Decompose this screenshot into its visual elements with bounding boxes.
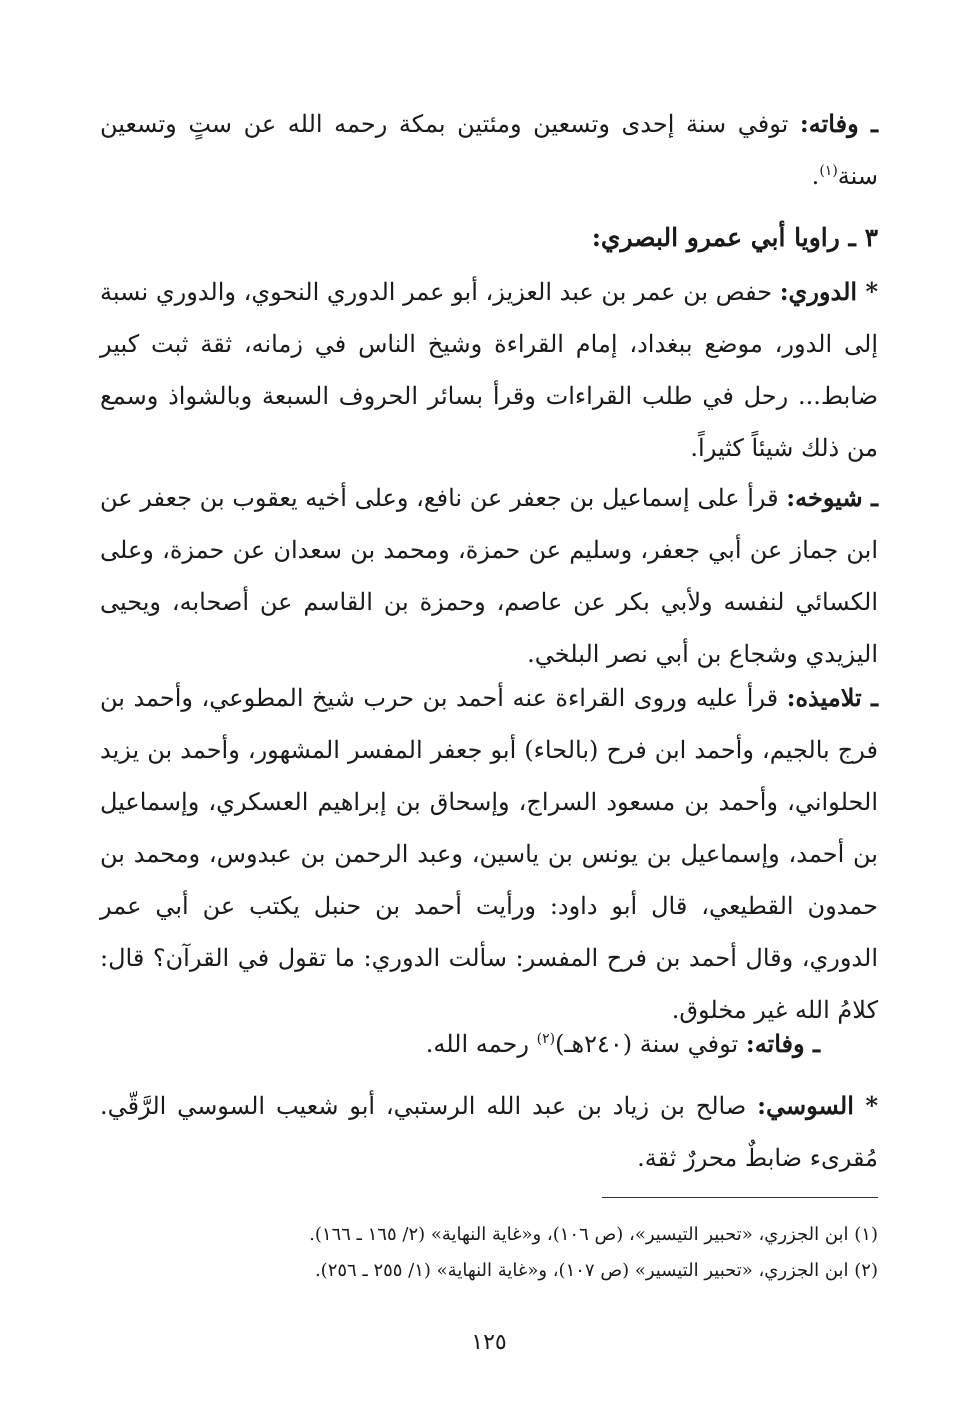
death-end: . — [811, 162, 820, 190]
footnote-divider — [602, 1197, 878, 1198]
death-label-2: ـ وفاته: — [745, 1029, 820, 1058]
duri-label: * الدوري: — [779, 277, 879, 306]
death-paragraph-1 — [100, 98, 878, 202]
teachers-label: ـ شيوخه: — [786, 483, 878, 512]
duri-text: حفص بن عمر بن عبد العزيز، أبو عمر الدوري النحوي، والدوري نسبة إلى الدور، موضع ببغداد، إمام القراءة وشيخ الناس في زمانه، ثقة ثبت كبير ضابط... رحل في طلب القراءات وقرأ بسائر الحروف السبعة وبالشواذ وسمع من ذلك شيئاً كثيراً. — [100, 278, 878, 462]
footnote-ref-1[interactable]: (١) — [819, 163, 838, 179]
students-label: ـ تلاميذه: — [786, 683, 878, 712]
footnote-ref-2[interactable]: (٢) — [536, 1031, 556, 1047]
page-number: ١٢٥ — [471, 1330, 507, 1355]
teachers-text: قرأ على إسماعيل بن جعفر عن نافع، وعلى أخيه يعقوب بن جعفر عن ابن جماز عن أبي جعفر، وسليم عن حمزة، ومحمد بن سعدان عن حمزة، وعلى الكسائي لنفسه ولأبي بكر عن عاصم، وحمزة بن القاسم عن أصحابه، ويحيى اليزيدي وشجاع بن أبي نصر البلخي. — [100, 484, 879, 668]
section-heading: ٣ ـ راويا أبي عمرو البصري: — [591, 223, 878, 252]
teachers-paragraph — [100, 472, 878, 680]
susi-text: صالح بن زياد بن عبد الله الرستبي، أبو شعيب السوسي الرَّقّي. مُقرىء ضابطٌ محررٌ ثقة. — [100, 1092, 878, 1172]
susi-paragraph — [100, 1080, 878, 1184]
footnote-1: (١) ابن الجزري، «تحبير التيسير»، (ص ١٠٦)، و«غاية النهاية» (٢/ ١٦٥ ـ ١٦٦). — [309, 1224, 878, 1245]
death-text: توفي سنة إحدى وتسعين ومئتين بمكة رحمه الله عن ستٍ وتسعين سنة — [100, 110, 878, 190]
death-text-2: توفي سنة (٢٤٠هـ) — [555, 1030, 746, 1058]
susi-label: * السوسي: — [757, 1091, 879, 1120]
duri-paragraph — [100, 266, 878, 474]
death-end-2: رحمه الله. — [425, 1030, 537, 1058]
death-paragraph-2 — [100, 1018, 820, 1070]
students-paragraph — [100, 672, 878, 1036]
students-text: قرأ عليه وروى القراءة عنه أحمد بن حرب شيخ المطوعي، وأحمد بن فرج بالجيم، وأحمد ابن فرح (بالحاء) أبو جعفر المفسر المشهور، وأحمد بن يزيد الحلواني، وأحمد بن مسعود السراج، وإسحاق بن إبراهيم العسكري، وإسماعيل بن أحمد، وإسماعيل بن يونس بن ياسين، وعبد الرحمن بن عبدوس، ومحمد بن حمدون القطيعي، قال أبو داود: ورأيت أحمد بن حنبل يكتب عن أبي عمر الدوري، وقال أحمد بن فرح المفسر: سألت الدوري: ما تقول في القرآن؟ قال: كلامُ الله غير مخلوق. — [100, 684, 879, 1024]
footnote-2: (٢) ابن الجزري، «تحبير التيسير» (ص ١٠٧)، و«غاية النهاية» (١/ ٢٥٥ ـ ٢٥٦). — [314, 1260, 878, 1281]
death-label: ـ وفاته: — [799, 109, 878, 138]
